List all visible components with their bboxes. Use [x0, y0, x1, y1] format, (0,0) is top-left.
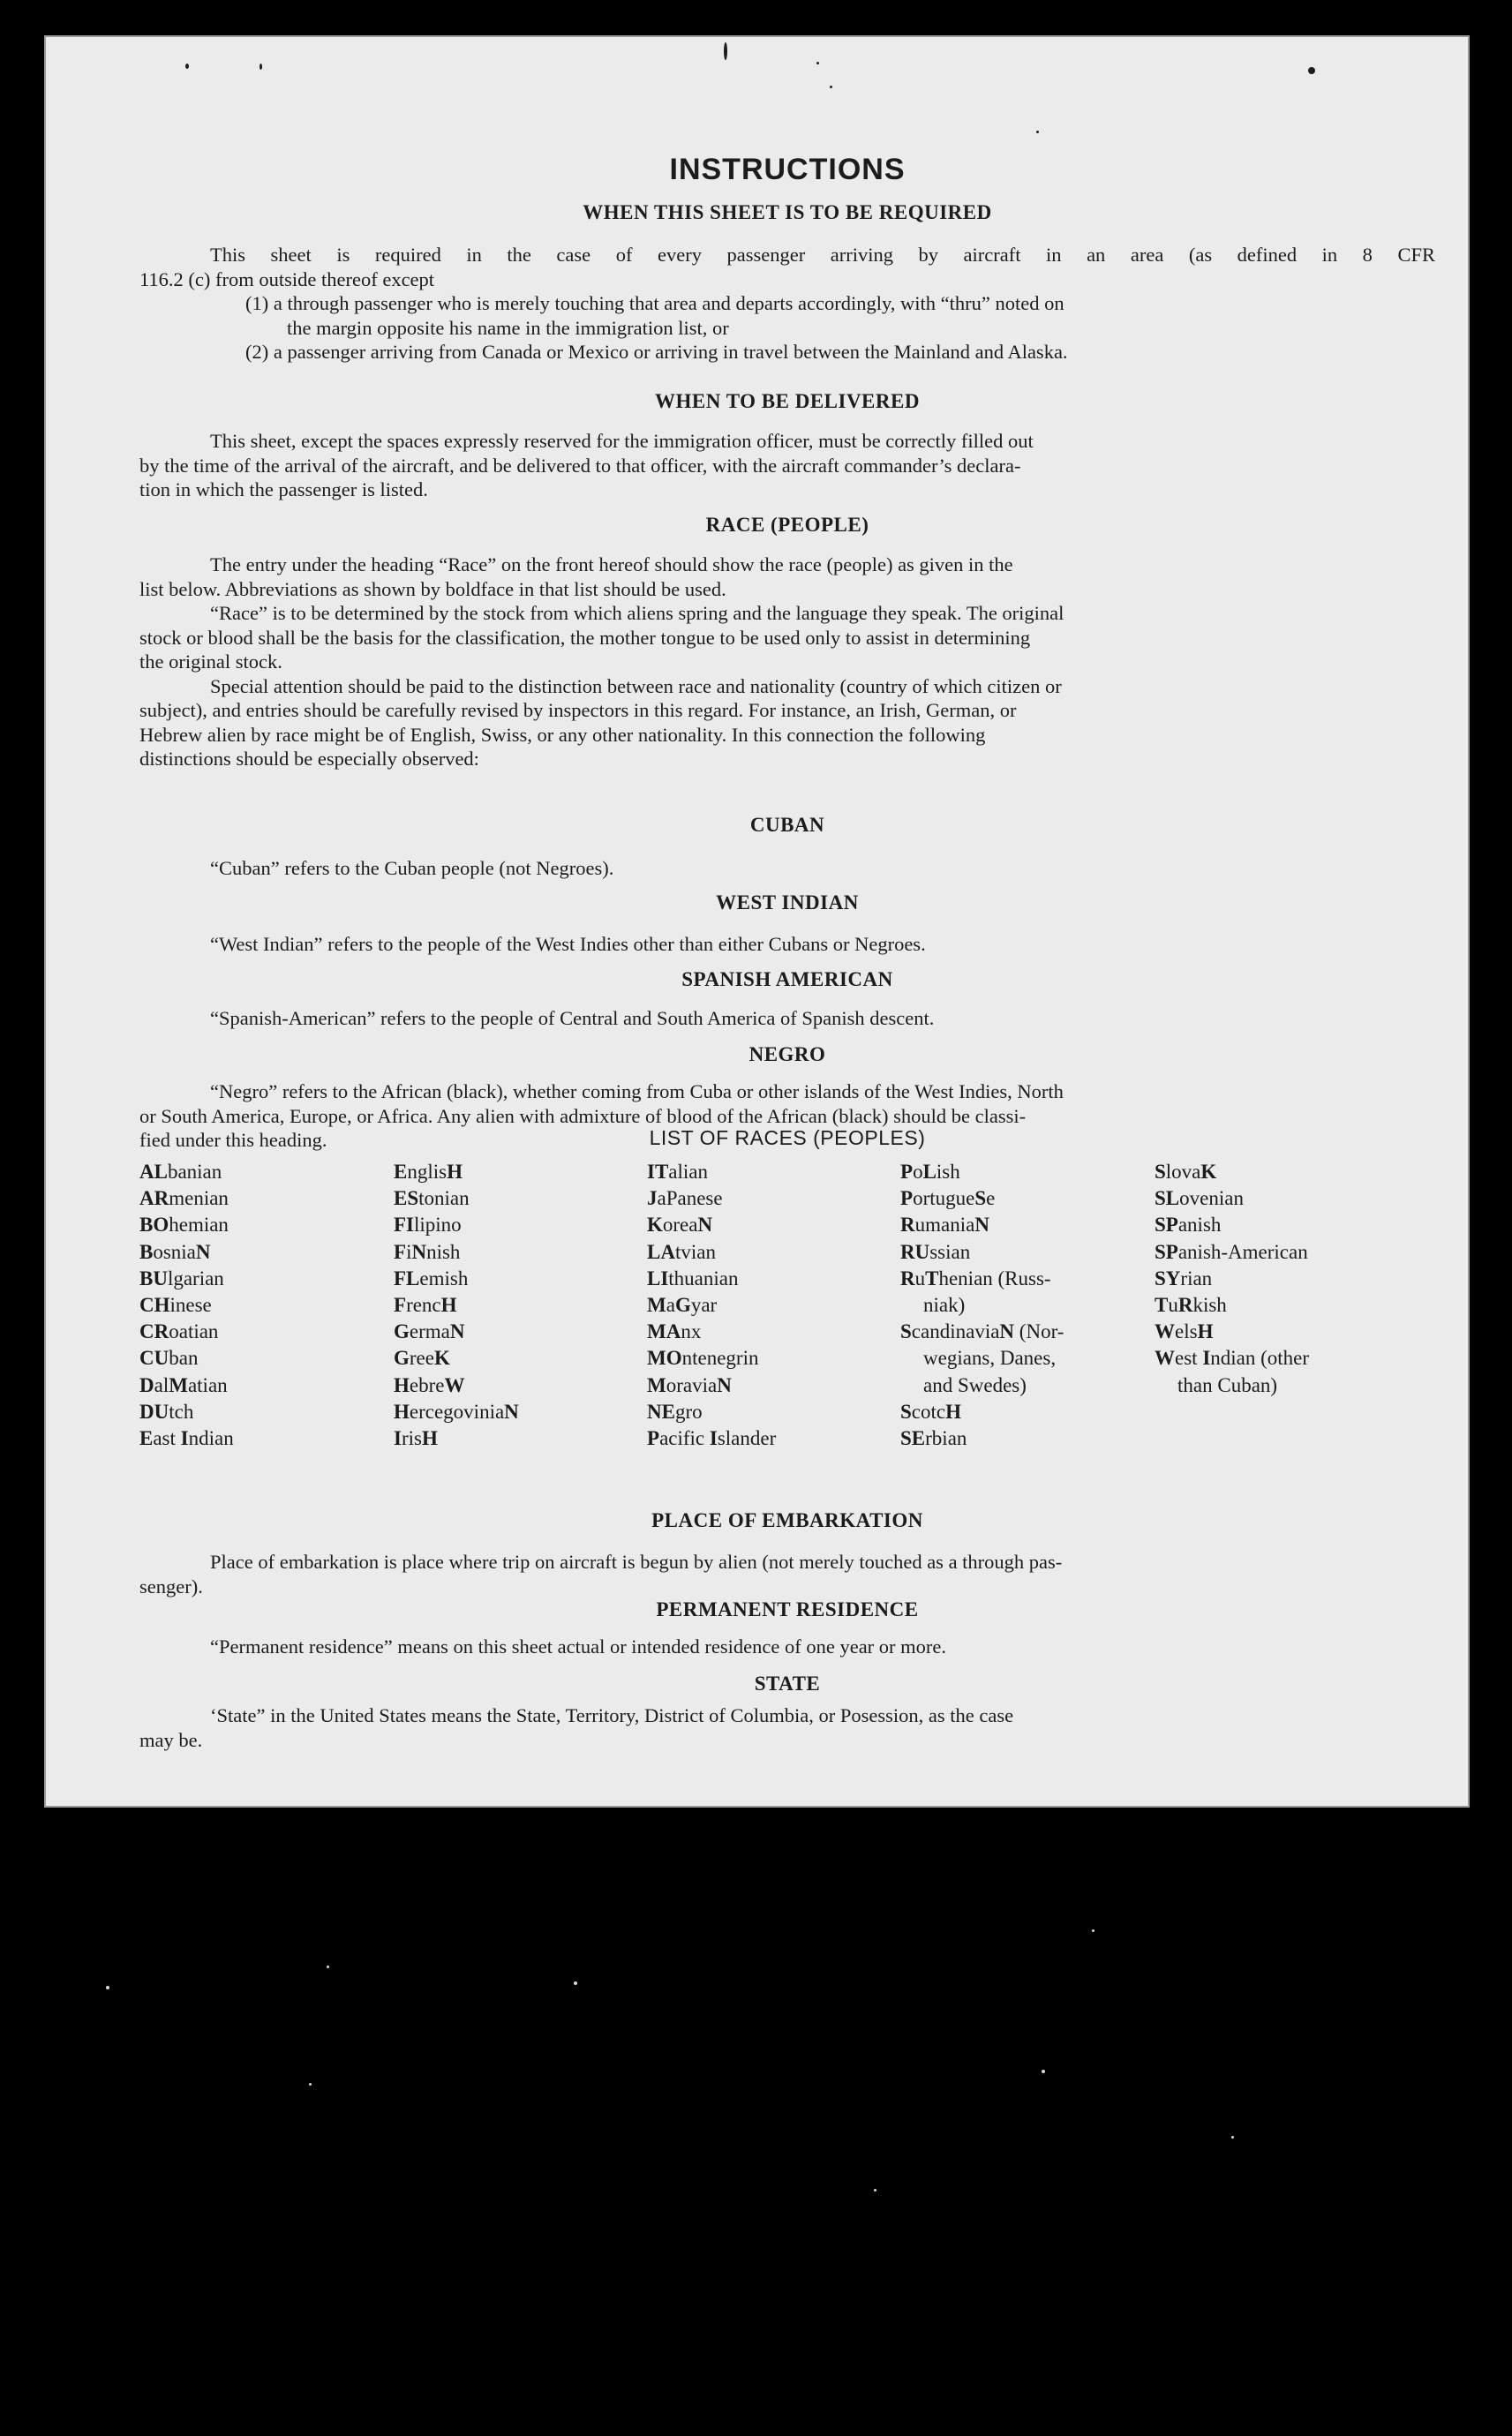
text-line: This sheet, except the spaces expressly reserved for the immigration officer, must be correctly filled out [210, 430, 1034, 452]
section-heading-cuban: CUBAN [749, 814, 825, 836]
section-body-spanish-american [139, 1006, 1435, 1031]
scan-speck [816, 62, 819, 64]
race-item: BOhemian [139, 1214, 229, 1237]
race-item: BUlgarian [139, 1267, 224, 1289]
instruction-sheet [44, 35, 1470, 1808]
race-item: PoLish [900, 1161, 960, 1183]
text-line: “Cuban” refers to the Cuban people (not Negroes). [210, 857, 614, 879]
race-item: SPanish [1155, 1214, 1222, 1237]
race-column [394, 1159, 519, 1452]
text-line: Place of embarkation is place where trip on aircraft is begun by alien (not merely touched as a through pas- [210, 1551, 1063, 1573]
race-item: LAtvian [647, 1240, 716, 1263]
race-item: FLemish [394, 1267, 469, 1289]
race-item: SlovaK [1155, 1161, 1217, 1183]
race-item: DUtch [139, 1400, 194, 1423]
scan-speck [1092, 1929, 1095, 1932]
race-column [1155, 1159, 1309, 1399]
race-item: West Indian (other [1155, 1347, 1310, 1370]
section-body-west-indian [139, 932, 1435, 957]
race-item: IrisH [394, 1427, 438, 1450]
race-item: SErbian [900, 1427, 967, 1450]
section-body-required [139, 243, 1435, 365]
race-item: and Swedes) [923, 1373, 1027, 1396]
scan-speck [874, 2189, 876, 2192]
scan-speck [1308, 67, 1315, 74]
section-body-cuban [139, 856, 1435, 881]
race-item: WelsH [1155, 1320, 1214, 1343]
section-heading-required: WHEN THIS SHEET IS TO BE REQUIRED [583, 201, 992, 223]
race-item: FrencH [394, 1294, 457, 1317]
text-line: “West Indian” refers to the people of the West Indies other than either Cubans or Negroes. [210, 933, 926, 955]
text-line: the original stock. [139, 650, 282, 673]
text-line: Hebrew alien by race might be of English, Swiss, or any other nationality. In this connection the following [139, 723, 986, 746]
text-line: senger). [139, 1575, 203, 1598]
text-line: 116.2 (c) from outside thereof except [139, 267, 435, 290]
race-item: MAnx [647, 1320, 702, 1343]
section-body-state [139, 1703, 1435, 1752]
race-item: HercegoviniaN [394, 1400, 519, 1423]
race-item: RuThenian (Russ- [900, 1267, 1051, 1289]
text-line: “Spanish-American” refers to the people of Central and South America of Spanish descent. [210, 1007, 935, 1029]
page-title: INSTRUCTIONS [669, 153, 906, 186]
race-item: JaPanese [647, 1187, 723, 1210]
race-list [139, 1159, 1435, 1494]
text-line: subject), and entries should be carefully revised by inspectors in this regard. For instance, an Irish, German, or [139, 699, 1017, 721]
race-item: SLovenian [1155, 1187, 1244, 1210]
race-item: EStonian [394, 1187, 470, 1210]
scan-speck [309, 2083, 312, 2086]
race-item: DalMatian [139, 1373, 228, 1396]
race-item: FIlipino [394, 1214, 462, 1237]
section-heading-permanent-residence: PERMANENT RESIDENCE [656, 1598, 919, 1620]
section-heading-embarkation: PLACE OF EMBARKATION [651, 1509, 923, 1531]
text-line: Special attention should be paid to the distinction between race and nationality (country of which citizen or [210, 674, 1062, 697]
race-item: CUban [139, 1347, 199, 1370]
scan-speck [106, 1986, 109, 1989]
text-line: (1) a through passenger who is merely touching that area and departs accordingly, with “thru” noted on [245, 292, 1064, 314]
section-heading-west-indian: WEST INDIAN [716, 891, 859, 914]
race-item: niak) [923, 1294, 966, 1317]
race-item: MoraviaN [647, 1373, 732, 1396]
scan-speck [830, 86, 832, 88]
section-heading-spanish-american: SPANISH AMERICAN [681, 968, 893, 990]
race-item: CRoatian [139, 1320, 219, 1343]
race-column [139, 1159, 234, 1452]
race-item: ScandinaviaN (Nor- [900, 1320, 1064, 1343]
section-heading-list-of-races: LIST OF RACES (PEOPLES) [649, 1126, 926, 1149]
race-item: than Cuban) [1177, 1373, 1278, 1396]
text-line: The entry under the heading “Race” on the front hereof should show the race (people) as given in the [210, 553, 1013, 575]
race-item: CHinese [139, 1294, 212, 1317]
section-body-permanent-residence [139, 1635, 1435, 1659]
scan-speck [1036, 131, 1039, 133]
text-line: by the time of the arrival of the aircraft, and be delivered to that officer, with the aircraft commander’s declara- [139, 454, 1021, 477]
text-line: ‘State” in the United States means the State, Territory, District of Columbia, or Posession, as the case [210, 1704, 1014, 1726]
race-item: TuRkish [1155, 1294, 1227, 1317]
text-line: may be. [139, 1728, 203, 1751]
text-line: “Negro” refers to the African (black), whether coming from Cuba or other islands of the West Indies, North [210, 1080, 1064, 1102]
race-item: GreeK [394, 1347, 450, 1370]
race-item: RUssian [900, 1240, 971, 1263]
text-line: (2) a passenger arriving from Canada or Mexico or arriving in travel between the Mainland and Alaska. [245, 341, 1068, 363]
scan-speck [260, 64, 262, 70]
race-item: RumaniaN [900, 1214, 989, 1237]
race-item: BosniaN [139, 1240, 211, 1263]
text-line: list below. Abbreviations as shown by boldface in that list should be used. [139, 577, 726, 600]
section-body-race [139, 553, 1435, 771]
scan-speck [1231, 2136, 1234, 2139]
text-line: This sheet is required in the case of every passenger arriving by aircraft in an area (as defined in 8 CFR [210, 244, 1435, 266]
race-item: wegians, Danes, [923, 1347, 1057, 1370]
race-item: LIthuanian [647, 1267, 739, 1289]
race-item: ScotcH [900, 1400, 961, 1423]
race-item: ALbanian [139, 1161, 222, 1183]
race-item: ITalian [647, 1161, 708, 1183]
race-item: FiNnish [394, 1240, 461, 1263]
race-item: ARmenian [139, 1187, 229, 1210]
text-line: “Race” is to be determined by the stock from which aliens spring and the language they speak. The original [210, 602, 1064, 624]
race-item: HebreW [394, 1373, 465, 1396]
race-item: GermaN [394, 1320, 465, 1343]
text-line: fied under this heading. [139, 1129, 327, 1151]
section-heading-race: RACE (PEOPLE) [705, 514, 869, 536]
race-item: KoreaN [647, 1214, 713, 1237]
scan-speck [724, 42, 727, 60]
scan-speck [574, 1981, 577, 1985]
scan-speck [1042, 2070, 1045, 2073]
scan-speck [185, 64, 189, 69]
section-heading-delivered: WHEN TO BE DELIVERED [655, 390, 920, 412]
race-column [647, 1159, 776, 1452]
text-line: tion in which the passenger is listed. [139, 478, 428, 500]
section-body-delivered [139, 429, 1435, 502]
scan-speck [327, 1966, 329, 1968]
section-heading-state: STATE [754, 1673, 821, 1695]
text-line: “Permanent residence” means on this sheet actual or intended residence of one year or more. [210, 1635, 947, 1658]
race-item: MOntenegrin [647, 1347, 759, 1370]
race-item: SYrian [1155, 1267, 1213, 1289]
section-heading-negro: NEGRO [748, 1043, 826, 1065]
text-line: or South America, Europe, or Africa. Any alien with admixture of blood of the African (black) should be classi- [139, 1104, 1027, 1127]
race-column [900, 1159, 1064, 1452]
text-line: stock or blood shall be the basis for the classification, the mother tongue to be used only to assist in determining [139, 626, 1031, 649]
section-body-embarkation [139, 1550, 1435, 1598]
race-item: PortugueSe [900, 1187, 996, 1210]
race-item: MaGyar [647, 1294, 718, 1317]
race-item: SPanish-American [1155, 1240, 1308, 1263]
text-line: distinctions should be especially observed: [139, 748, 479, 770]
text-line: the margin opposite his name in the immigration list, or [287, 316, 729, 339]
race-item: NEgro [647, 1400, 703, 1423]
race-item: East Indian [139, 1427, 234, 1450]
race-item: Pacific Islander [647, 1427, 777, 1450]
race-item: EnglisH [394, 1161, 463, 1183]
